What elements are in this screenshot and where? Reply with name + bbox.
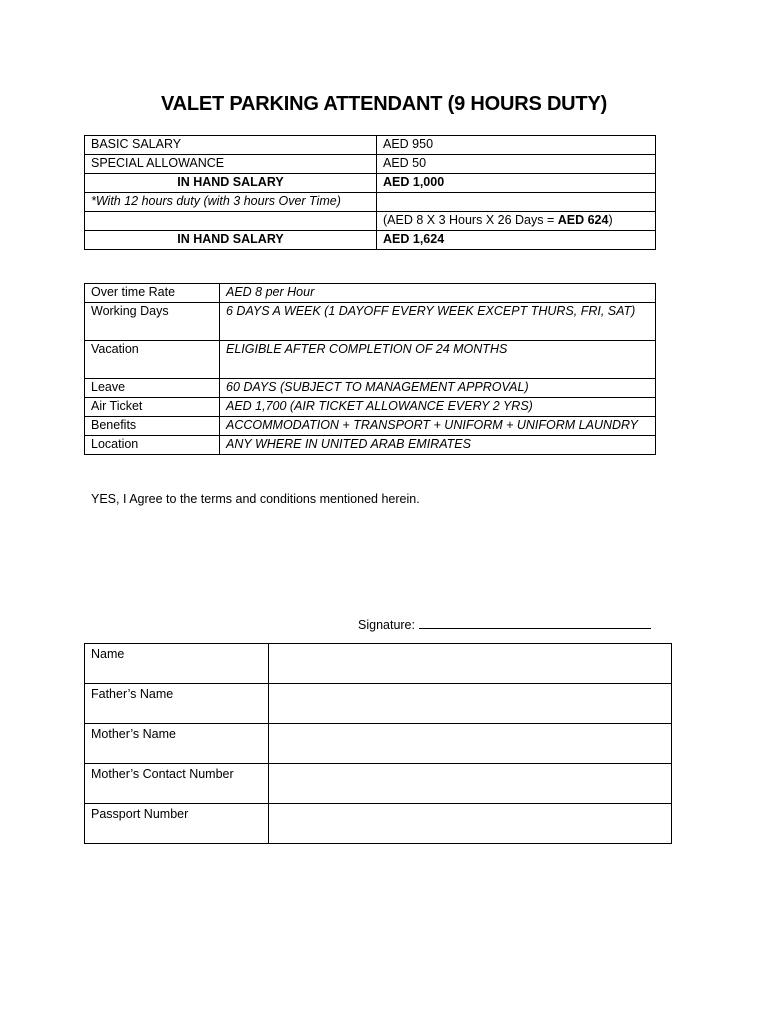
basic-salary-label: BASIC SALARY xyxy=(85,136,377,155)
term-label: Benefits xyxy=(85,417,220,436)
special-allowance-value: AED 50 xyxy=(377,155,656,174)
overtime-calc-prefix: (AED 8 X 3 Hours X 26 Days = xyxy=(383,213,558,227)
overtime-calc-empty xyxy=(85,212,377,231)
overtime-note: *With 12 hours duty (with 3 hours Over Time) xyxy=(85,193,377,212)
fathers-name-field[interactable] xyxy=(269,684,672,724)
term-value: 6 DAYS A WEEK (1 DAYOFF EVERY WEEK EXCEPT THURS, FRI, SAT) xyxy=(220,303,656,341)
term-value: 60 DAYS (SUBJECT TO MANAGEMENT APPROVAL) xyxy=(220,379,656,398)
term-label: Over time Rate xyxy=(85,284,220,303)
overtime-calc-suffix: ) xyxy=(608,213,613,227)
in-hand-salary-total-label: IN HAND SALARY xyxy=(85,231,377,250)
term-label: Air Ticket xyxy=(85,398,220,417)
signature-field[interactable] xyxy=(419,614,651,629)
term-label: Vacation xyxy=(85,341,220,379)
table-row xyxy=(85,284,656,303)
in-hand-salary-value: AED 1,000 xyxy=(377,174,656,193)
field-label: Name xyxy=(85,644,269,684)
signature-label: Signature: xyxy=(358,618,415,632)
term-value: AED 8 per Hour xyxy=(220,284,656,303)
field-label: Mother’s Contact Number xyxy=(85,764,269,804)
in-hand-salary-label: IN HAND SALARY xyxy=(85,174,377,193)
table-row xyxy=(85,303,656,341)
table-row xyxy=(85,436,656,455)
table-row xyxy=(85,231,656,250)
term-label: Working Days xyxy=(85,303,220,341)
personal-details-table xyxy=(84,643,672,844)
overtime-note-value xyxy=(377,193,656,212)
overtime-calculation xyxy=(377,212,656,231)
mothers-name-field[interactable] xyxy=(269,724,672,764)
table-row xyxy=(85,398,656,417)
table-row xyxy=(85,644,672,684)
term-value: ELIGIBLE AFTER COMPLETION OF 24 MONTHS xyxy=(220,341,656,379)
term-value: ACCOMMODATION + TRANSPORT + UNIFORM + UNIFORM LAUNDRY xyxy=(220,417,656,436)
table-row xyxy=(85,379,656,398)
table-row xyxy=(85,155,656,174)
field-label: Passport Number xyxy=(85,804,269,844)
table-row xyxy=(85,193,656,212)
basic-salary-value: AED 950 xyxy=(377,136,656,155)
overtime-calc-amount: AED 624 xyxy=(557,213,609,227)
table-row xyxy=(85,341,656,379)
in-hand-salary-total-value: AED 1,624 xyxy=(377,231,656,250)
table-row xyxy=(85,724,672,764)
term-label: Leave xyxy=(85,379,220,398)
table-row xyxy=(85,174,656,193)
table-row xyxy=(85,212,656,231)
table-row xyxy=(85,804,672,844)
term-value: AED 1,700 (AIR TICKET ALLOWANCE EVERY 2 YRS) xyxy=(220,398,656,417)
name-field[interactable] xyxy=(269,644,672,684)
table-row xyxy=(85,136,656,155)
page-title: VALET PARKING ATTENDANT (9 HOURS DUTY) xyxy=(160,93,608,115)
salary-table xyxy=(84,135,656,250)
special-allowance-label: SPECIAL ALLOWANCE xyxy=(85,155,377,174)
agreement-text: YES, I Agree to the terms and conditions mentioned herein. xyxy=(91,492,420,506)
table-row xyxy=(85,684,672,724)
term-value: ANY WHERE IN UNITED ARAB EMIRATES xyxy=(220,436,656,455)
signature-line xyxy=(358,614,651,632)
table-row xyxy=(85,417,656,436)
table-row xyxy=(85,764,672,804)
field-label: Father’s Name xyxy=(85,684,269,724)
term-label: Location xyxy=(85,436,220,455)
terms-table xyxy=(84,283,656,455)
passport-number-field[interactable] xyxy=(269,804,672,844)
field-label: Mother’s Name xyxy=(85,724,269,764)
mothers-contact-field[interactable] xyxy=(269,764,672,804)
